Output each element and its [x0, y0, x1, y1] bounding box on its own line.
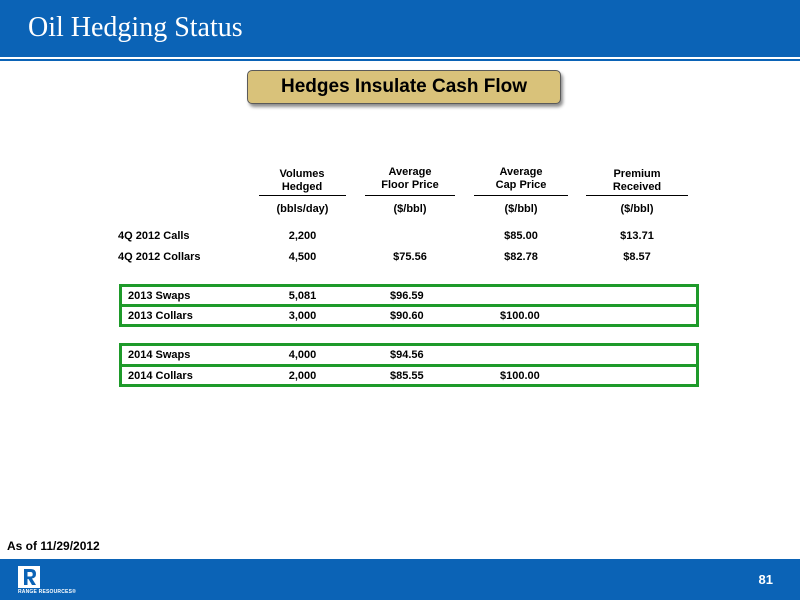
footer-bar [0, 559, 800, 600]
column-header-rule [365, 195, 455, 196]
column-header-line: Volumes [279, 168, 325, 180]
column-header-rule [259, 195, 346, 196]
column-header-volumes [264, 168, 340, 194]
column-unit: ($/bbl) [620, 203, 654, 215]
banner-callout: Hedges Insulate Cash Flow [247, 70, 561, 104]
company-wordmark: RANGE RESOURCES® [18, 589, 77, 595]
column-header-line: Hedged [281, 181, 323, 193]
header-rule [0, 59, 800, 61]
column-header-premium [599, 168, 675, 194]
column-header-rule [474, 195, 568, 196]
cell-cap: $100.00 [500, 310, 540, 322]
row-label: 4Q 2012 Calls [118, 230, 190, 242]
cell-volume: 3,000 [288, 310, 317, 322]
row-label: 2013 Swaps [128, 290, 191, 302]
column-header-line: Average [388, 166, 432, 178]
cell-floor: $90.60 [390, 310, 424, 322]
cell-cap: $100.00 [500, 370, 540, 382]
row-label: 2013 Collars [128, 310, 193, 322]
column-unit: ($/bbl) [504, 203, 538, 215]
cell-floor: $75.56 [393, 251, 427, 263]
cell-premium: $13.71 [620, 230, 654, 242]
cell-premium: $8.57 [623, 251, 651, 263]
page-title: Oil Hedging Status [28, 12, 243, 43]
cell-cap: $85.00 [504, 230, 538, 242]
row-label: 4Q 2012 Collars [118, 251, 201, 263]
cell-volume: 4,000 [288, 349, 317, 361]
column-header-line: Received [612, 181, 662, 193]
column-header-rule [586, 195, 688, 196]
cell-volume: 2,000 [288, 370, 317, 382]
cell-volume: 4,500 [288, 251, 317, 263]
cell-volume: 5,081 [288, 290, 317, 302]
cell-volume: 2,200 [288, 230, 317, 242]
column-header-line: Premium [613, 168, 661, 180]
cell-floor: $85.55 [390, 370, 424, 382]
row-label: 2014 Collars [128, 370, 193, 382]
cell-floor: $94.56 [390, 349, 424, 361]
column-header-line: Average [499, 166, 543, 178]
cell-floor: $96.59 [390, 290, 424, 302]
cell-cap: $82.78 [504, 251, 538, 263]
page-number: 81 [758, 572, 773, 587]
column-header-line: Cap Price [495, 179, 547, 191]
column-unit: (bbls/day) [276, 203, 329, 215]
highlight-box-divider [119, 364, 699, 367]
as-of-date: As of 11/29/2012 [7, 539, 100, 553]
column-header-floor [372, 166, 448, 192]
column-header-line: Floor Price [381, 179, 439, 191]
row-label: 2014 Swaps [128, 349, 191, 361]
column-unit: ($/bbl) [393, 203, 427, 215]
highlight-box-divider [119, 304, 699, 307]
column-header-cap [483, 166, 559, 192]
